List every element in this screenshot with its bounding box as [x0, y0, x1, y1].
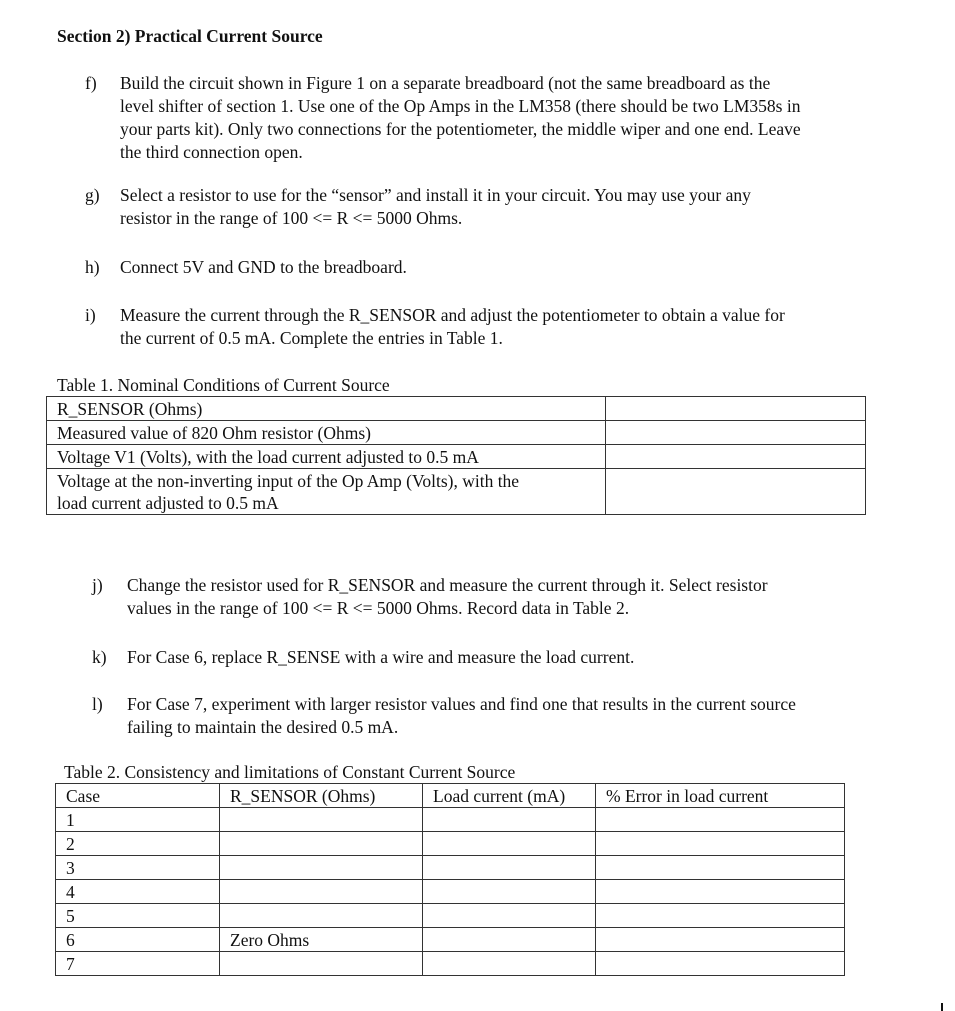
table2 [55, 783, 845, 976]
step-text [127, 646, 872, 669]
step-line: resistor in the range of 100 <= R <= 5000 Ohms. [120, 208, 463, 228]
table-row [47, 445, 866, 469]
table1-value-cell[interactable] [606, 469, 866, 515]
case-cell: 3 [56, 856, 220, 880]
table-header-row [56, 784, 845, 808]
step-line: level shifter of section 1. Use one of the Op Amps in the LM358 (there should be two LM358s in [120, 96, 801, 116]
step-letter: f) [85, 73, 97, 93]
table2-caption: Table 2. Consistency and limitations of Constant Current Source [64, 762, 516, 782]
step-line: Build the circuit shown in Figure 1 on a separate breadboard (not the same breadboard as the [120, 73, 771, 93]
table-row [56, 808, 845, 832]
table1-value-cell[interactable] [606, 421, 866, 445]
cell-text: Voltage at the non-inverting input of the Op Amp (Volts), with the [57, 471, 520, 491]
step-text [120, 184, 865, 230]
step-k [92, 646, 872, 669]
step-line: Connect 5V and GND to the breadboard. [120, 257, 407, 277]
table-row [47, 469, 866, 515]
table1-label-cell [47, 469, 606, 515]
table1-value-cell[interactable] [606, 445, 866, 469]
load-current-cell[interactable] [423, 952, 596, 976]
step-h [85, 256, 865, 279]
r-sensor-cell[interactable] [220, 856, 423, 880]
section-title: Section 2) Practical Current Source [57, 26, 323, 46]
error-cell[interactable] [596, 856, 845, 880]
step-f [85, 72, 865, 164]
case-cell: 7 [56, 952, 220, 976]
error-cell[interactable] [596, 808, 845, 832]
step-i [85, 304, 865, 350]
case-cell: 1 [56, 808, 220, 832]
table1-label-cell [47, 397, 606, 421]
step-line: your parts kit). Only two connections for the potentiometer, the middle wiper and one end. Leave [120, 119, 801, 139]
step-line: the third connection open. [120, 142, 303, 162]
step-text [127, 693, 872, 739]
table-row [56, 832, 845, 856]
error-cell[interactable] [596, 832, 845, 856]
r-sensor-cell[interactable] [220, 904, 423, 928]
header-load-current: Load current (mA) [423, 784, 596, 808]
table-row [47, 397, 866, 421]
table1-value-cell[interactable] [606, 397, 866, 421]
r-sensor-cell[interactable]: Zero Ohms [220, 928, 423, 952]
step-letter: j) [92, 575, 103, 595]
load-current-cell[interactable] [423, 880, 596, 904]
step-line: For Case 6, replace R_SENSE with a wire and measure the load current. [127, 647, 635, 667]
load-current-cell[interactable] [423, 808, 596, 832]
step-text [127, 574, 872, 620]
table-row [56, 880, 845, 904]
error-cell[interactable] [596, 880, 845, 904]
r-sensor-cell[interactable] [220, 808, 423, 832]
r-sensor-cell[interactable] [220, 880, 423, 904]
table-row [47, 421, 866, 445]
table-row [56, 856, 845, 880]
cell-text: load current adjusted to 0.5 mA [57, 493, 279, 513]
step-letter: h) [85, 257, 100, 277]
step-letter: i) [85, 305, 96, 325]
step-letter: g) [85, 185, 100, 205]
step-text [120, 72, 865, 164]
table1-caption: Table 1. Nominal Conditions of Current Source [57, 375, 390, 395]
case-cell: 6 [56, 928, 220, 952]
table-row [56, 928, 845, 952]
table1 [46, 396, 866, 515]
step-line: Measure the current through the R_SENSOR and adjust the potentiometer to obtain a value for [120, 305, 785, 325]
step-line: Select a resistor to use for the “sensor” and install it in your circuit. You may use your any [120, 185, 751, 205]
step-j [92, 574, 872, 620]
cell-text: R_SENSOR (Ohms) [57, 399, 203, 419]
case-cell: 4 [56, 880, 220, 904]
step-line: failing to maintain the desired 0.5 mA. [127, 717, 399, 737]
step-text [120, 304, 865, 350]
header-error: % Error in load current [596, 784, 845, 808]
load-current-cell[interactable] [423, 832, 596, 856]
error-cell[interactable] [596, 928, 845, 952]
header-r-sensor: R_SENSOR (Ohms) [220, 784, 423, 808]
text-cursor-mark [941, 1003, 943, 1011]
step-l [92, 693, 872, 739]
table-row [56, 952, 845, 976]
case-cell: 2 [56, 832, 220, 856]
error-cell[interactable] [596, 952, 845, 976]
step-g [85, 184, 865, 230]
r-sensor-cell[interactable] [220, 832, 423, 856]
table1-label-cell [47, 421, 606, 445]
step-text [120, 256, 865, 279]
r-sensor-cell[interactable] [220, 952, 423, 976]
step-line: the current of 0.5 mA. Complete the entries in Table 1. [120, 328, 503, 348]
step-line: values in the range of 100 <= R <= 5000 Ohms. Record data in Table 2. [127, 598, 630, 618]
step-letter: k) [92, 647, 107, 667]
load-current-cell[interactable] [423, 904, 596, 928]
header-case: Case [56, 784, 220, 808]
table-row [56, 904, 845, 928]
cell-text: Voltage V1 (Volts), with the load current adjusted to 0.5 mA [57, 447, 479, 467]
case-cell: 5 [56, 904, 220, 928]
table1-label-cell [47, 445, 606, 469]
cell-text: Measured value of 820 Ohm resistor (Ohms) [57, 423, 371, 443]
step-line: Change the resistor used for R_SENSOR and measure the current through it. Select resistor [127, 575, 768, 595]
load-current-cell[interactable] [423, 928, 596, 952]
step-line: For Case 7, experiment with larger resistor values and find one that results in the current source [127, 694, 796, 714]
error-cell[interactable] [596, 904, 845, 928]
step-letter: l) [92, 694, 103, 714]
load-current-cell[interactable] [423, 856, 596, 880]
